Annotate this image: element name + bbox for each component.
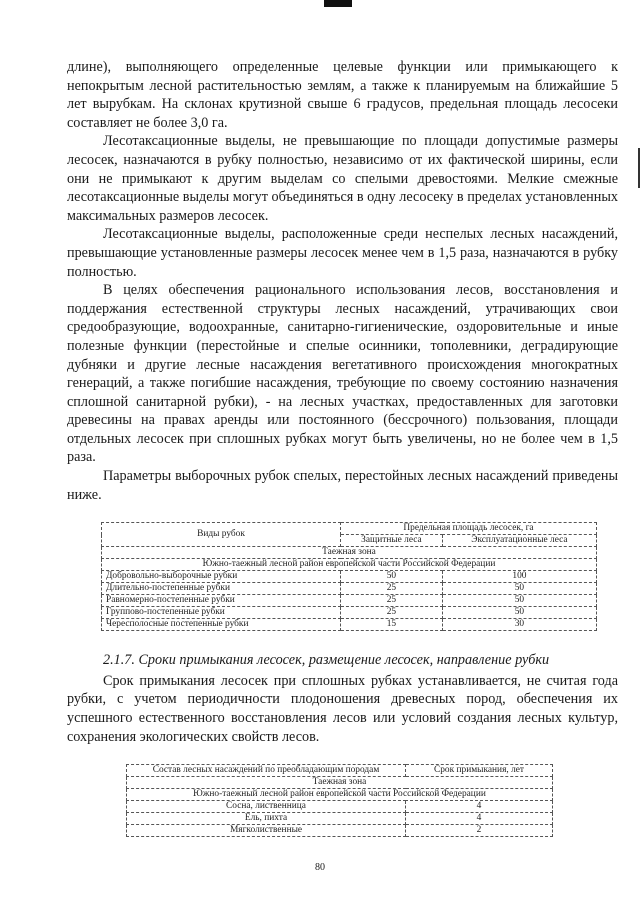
- cutting-name: Равномерно-постепенные рубки: [102, 595, 341, 607]
- table-row: [127, 801, 553, 813]
- species-name: Сосна, лиственница: [127, 801, 406, 813]
- adjacency-terms-table: [126, 764, 553, 837]
- paragraph-1: длине), выполняющего определенные целевые функции или примыкающего к непокрытым лесной растительностью землям, а также к планируемым на ближайшие 5 лет вырубкам. На склонах крутизной свыше 6 градусов, предельная площадь лесосеки составляет не более 3,0 га.: [67, 59, 618, 131]
- exploitation-value: 50: [442, 583, 596, 595]
- section-paragraph: Срок примыкания лесосек при сплошных рубках устанавливается, не считая года рубки, с учетом периодичности плодоношения древесных пород, обеспечения их успешного естественного восстановления лесов или условий создания лесных культур, сохранения экологических свойств лесов.: [67, 672, 618, 745]
- region-row: [127, 789, 553, 801]
- term-value: 2: [406, 825, 553, 837]
- paragraph-5: Параметры выборочных рубок спелых, перестойных лесных насаждений приведены ниже.: [67, 468, 618, 503]
- col-composition: Состав лесных насаждений по преобладающим породам: [127, 765, 406, 777]
- scan-top-mark: [324, 0, 352, 7]
- selective-cuttings-table: [101, 522, 597, 631]
- region-row: [102, 559, 597, 571]
- zone-cell: Таежная зона: [102, 547, 597, 559]
- cutting-name: Длительно-постепенные рубки: [102, 583, 341, 595]
- table-row: [102, 607, 597, 619]
- protective-value: 25: [341, 595, 443, 607]
- protective-value: 25: [341, 583, 443, 595]
- protective-value: 25: [341, 607, 443, 619]
- zone-row: [127, 777, 553, 789]
- table-row: [102, 619, 597, 631]
- region-cell: Южно-таежный лесной район европейской части Российской Федерации: [102, 559, 597, 571]
- species-name: Мягколиственные: [127, 825, 406, 837]
- cutting-name: Добровольно-выборочные рубки: [102, 571, 341, 583]
- col-max-area: Предельная площадь лесосек, га: [341, 523, 597, 535]
- cutting-name: Чересполосные постепенные рубки: [102, 619, 341, 631]
- exploitation-value: 30: [442, 619, 596, 631]
- protective-value: 50: [341, 571, 443, 583]
- region-cell: Южно-таежный лесной район европейской части Российской Федерации: [127, 789, 553, 801]
- page-number: 80: [315, 862, 325, 873]
- col-term: Срок примыкания, лет: [406, 765, 553, 777]
- exploitation-value: 50: [442, 607, 596, 619]
- table-row: [102, 595, 597, 607]
- table-row: [102, 571, 597, 583]
- cutting-name: Группово-постепенные рубки: [102, 607, 341, 619]
- table-header-row: [127, 765, 553, 777]
- exploitation-value: 50: [442, 595, 596, 607]
- col-protective: Защитные леса: [341, 535, 443, 547]
- col-cutting-type: Виды рубок: [102, 523, 341, 547]
- exploitation-value: 100: [442, 571, 596, 583]
- table-row: [127, 825, 553, 837]
- table-row: [127, 813, 553, 825]
- document-body: [67, 58, 618, 837]
- table-header-row: [102, 523, 597, 535]
- zone-row: [102, 547, 597, 559]
- protective-value: 15: [341, 619, 443, 631]
- species-name: Ель, пихта: [127, 813, 406, 825]
- table-row: [102, 583, 597, 595]
- section-heading: 2.1.7. Сроки примыкания лесосек, размещение лесосек, направление рубки: [103, 652, 550, 669]
- zone-cell: Таежная зона: [127, 777, 553, 789]
- col-exploitation: Эксплуатационные леса: [442, 535, 596, 547]
- term-value: 4: [406, 813, 553, 825]
- paragraph-3: Лесотаксационные выделы, расположенные среди неспелых лесных насаждений, превышающие установленные размеры лесосек менее чем в 1,5 раза, назначаются в рубку полностью.: [67, 226, 618, 280]
- term-value: 4: [406, 801, 553, 813]
- paragraph-4: В целях обеспечения рационального использования лесов, восстановления и поддержания естественной структуры лесных насаждений, утрачивающих свои средообразующие, водоохранные, санитарно-гигиенические, оздоровительные и иные полезные функции (перестойные и спелые осинники, тополевники, деградирующие дубняки и другие лесные насаждения вегетативного происхождения многократных генераций, а также погибшие насаждения, требующие по своему состоянию назначения сплошной санитарной рубки), - на лесных участках, предоставленных для заготовки древесины на правах аренды или постоянного (бессрочного) пользования, площади отдельных лесосек при сплошных рубках могут быть увеличены, но не более чем в 1,5 раза.: [67, 282, 618, 466]
- paragraph-2: Лесотаксационные выделы, не превышающие по площади допустимые размеры лесосек, назначаются в рубку полностью, независимо от их фактической ширины, если они не примыкают к другим выделам со спелыми древостоями. Мелкие смежные лесотаксационные выделы могут объединяться в одну лесосеку в пределах установленных максимальных размеров лесосек.: [67, 133, 618, 224]
